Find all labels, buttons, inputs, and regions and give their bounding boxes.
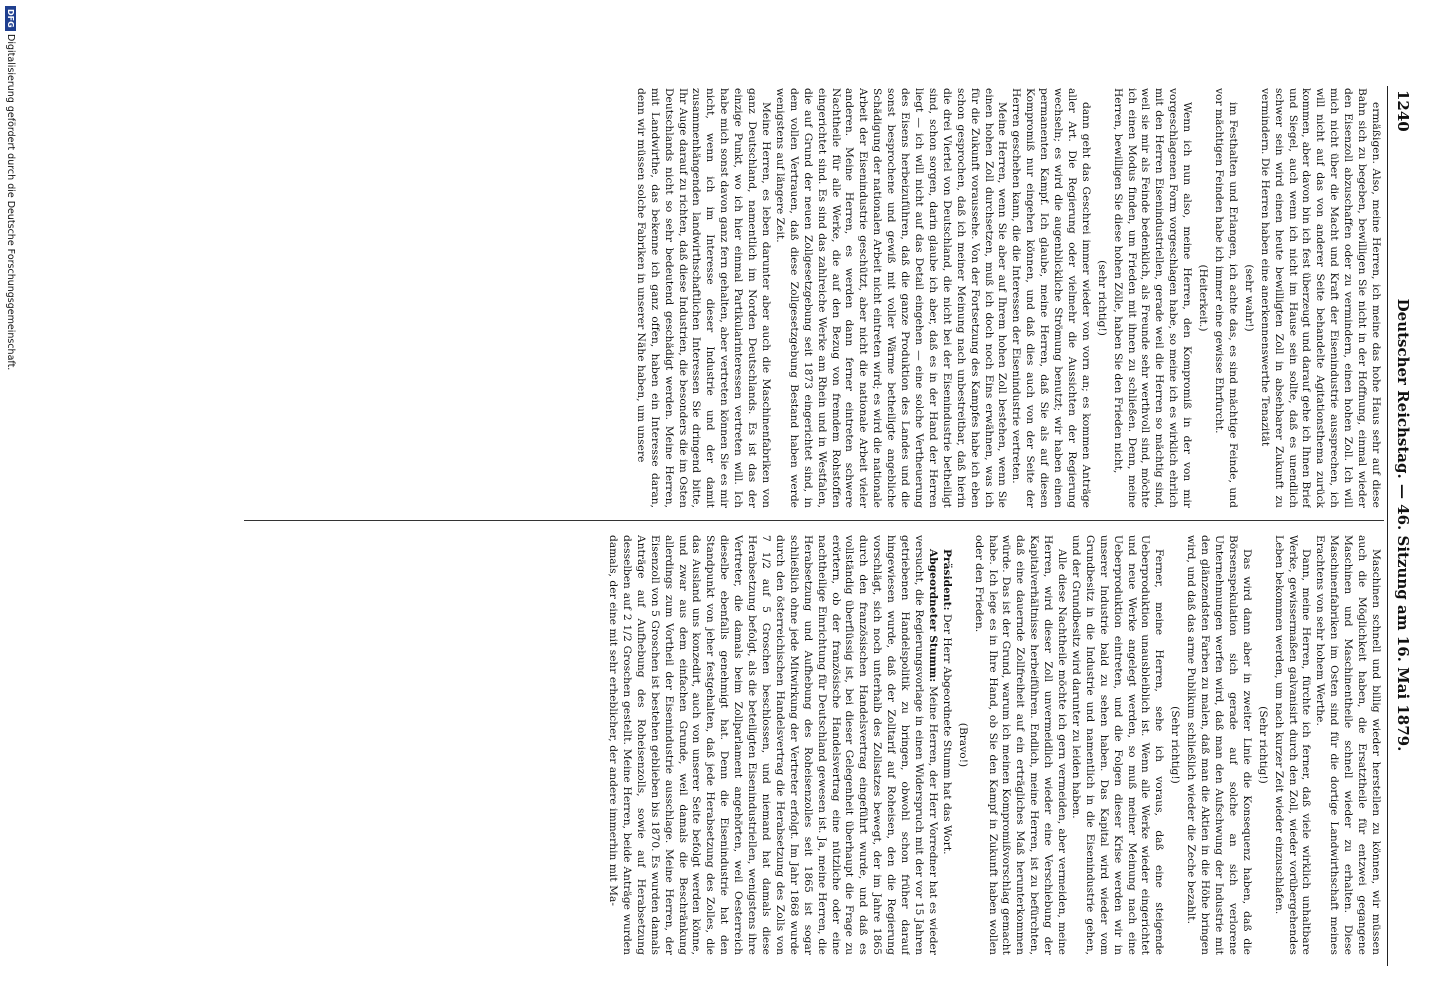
- interjection: (Bravo!): [956, 722, 969, 768]
- header-rule: [1387, 86, 1388, 966]
- paragraph: Alle diese Nachtheile möchte ich gern vermeiden, aber vermeiden, meine Herren, wird dieser Zoll unvermeidlich wieder eine Verschiebung der Kapitalverhältnisse herbeiführen. Endlich, meine Herren, ist zu befürchten, daß eine dauernde Zollfreiheit auf ein erträgliches Maß herunterkommen würde. Das ist der Grund, warum ich meinen Kompromißvorschlag gemacht habe. Ich lege es in Ihre Hand, ob Sie den Kampf in Zukunft haben wollen oder den Frieden.: [972, 535, 1069, 955]
- page-header: [1386, 90, 1426, 960]
- paragraph: Meine Herren, wenn Sie aber auf Ihrem hohen Zoll bestehen, wenn Sie einen hohen Zoll durchsetzen, muß ich doch noch Eins erwähnen, was ich für die Zukunft voraussehe. Von der Fortsetzung des Kampfes habe ich eben schon gesprochen, daß ich meiner Meinung nach unbestreitbar, daß hierin die drei Viertel von Deutschland, die nicht bei der Eisenindustrie betheiligt sind, schon sorgen, darin glaube ich aber, daß es in der Hand der Herren liegt — ich will nicht auf das Detail eingehen — eine solche Vertheuerung des Eisens herbeizuführen, daß die ganze Produktion des Landes und die sonst besprochene und gewiß mit voller Wärme betheiligte angebliche Schädigung der nationalen Arbeit nicht eintreten wird; es wird die nationale Arbeit der Eisenindustrie geschützt, aber nicht die nationale Arbeit vieler anderen. Meine Herren, es werden dann ferner eintreten schwere Nachtheile für alle Werke, die auf den Bezug von fremdem Rohstoffen eingerichtet sind. Es sind das zahlreiche Werke am Rhein und in Westfalen, die auf Grund der neuen Zollgesetzgebung seit 1873 eingerichtet sind, in dem vollen Vertrauen, daß diese Zollgesetzgebung Bestand haben werde wenigstens auf längere Zeit.: [773, 88, 1009, 508]
- dfg-logo: DFG: [5, 6, 16, 31]
- paragraph: [605, 535, 939, 955]
- speaker-name: Präsident:: [940, 549, 953, 611]
- paragraph: Wenn ich nun also, meine Herren, den Kompromiß in der von mir vorgeschlagenen Form vorgeschlagen habe, so meine ich es wirklich ehrlich mit den Herren Eisenindustriellen, gerade weil die Herren so mächtig sind, weil sie mir als Feinde bedenklich, als Freunde sehr werthvoll sind, möchte ich einen Modus finden, um Frieden mit ihnen zu schließen. Denn, meine Herren, bewilligen Sie diese hohen Zölle, haben Sie den Frieden nicht,: [1111, 88, 1194, 508]
- paragraph: Das wird dann aber in zweiter Linie die Konsequenz haben, daß die Börsenspekulation sich gerade auf solche an sich verlorene Unternehmungen werfen wird, daß man den Aufschwung der Industrie mit den glänzendsten Farben zu malen, daß man die Aktien in die Höhe bringen wird, und daß das arme Publikum schließlich wieder die Zeche bezahlt.: [1185, 535, 1253, 955]
- funding-credit: Digitalisierung gefördert durch die Deutsche Forschungsgemeinschaft.: [5, 34, 16, 371]
- right-text-column: [252, 535, 1382, 955]
- paragraph: Dann, meine Herren, fürchte ich ferner, daß viele wirklich unhaltbare Werke, gewissermaßen galvanisirt durch den Zoll, wieder vorübergehendes Leben bekommen werden, um nach kurzer Zeit wieder einzuschlafen.: [1272, 535, 1313, 955]
- paragraph: dann geht das Geschrei immer wieder von vorn an; es kommen Anträge aller Art. Die Regierung oder vielmehr die Aussichten der Regierung wechseln; es wird die augenblickliche Strömung benutzt; wir haben einen permanenten Kampf. Ich glaube, meine Herren, daß Sie als auf diesen Kompromiß nur eingehen können, und daß dies auch von der Seite der Herren geschehen kann, die die Interessen der Eisenindustrie vertreten.: [1010, 88, 1092, 508]
- interjection: (Heiterkeit.): [1197, 264, 1210, 332]
- speaker-name: Abgeordneter Stumm:: [926, 549, 939, 683]
- speech-text: Der Herr Abgeordnete Stumm hat das Wort.: [940, 610, 953, 855]
- left-text-column: [252, 88, 1382, 508]
- paragraph: ermäßigen. Also, meine Herren, ich meine das hohe Haus sehr auf diese Bahn sich zu begeben, bewilligen Sie nicht in der Hoffnung, einmal wieder den Eisenzoll abzuschaffen oder zu vermindern, einen hohen Zoll. Ich will mich nicht über die Macht und Kraft der Eisenindustrie aussprechen, ich will nicht auf das von anderer Seite behandelte Agitationsthema zurück kommen, aber davon bin ich fest überzeugt und darauf gehe ich Ihnen Brief und Siegel, auch wenn ich nicht im Hause sein sollte, daß es unendlich schwer sein wird einen heute bewilligten Zoll in absehbarer Zukunft zu vermindern. Die Herren haben eine anerkennenswerthe Tenazität: [1258, 88, 1382, 508]
- interjection: (Sehr richtig!): [1256, 706, 1269, 784]
- column-divider: [244, 520, 1384, 521]
- speech-text: Meine Herren, der Herr Vorredner hat es wieder versucht, die Regierungsvorlage in einen Widerspruch mit der vor 15 Jahren getriebenen Handelspolitik zu bringen, obwohl schon früher darauf hingewiesen wurde, daß der Zolltarif auf Roheisen, den die Regierung vorschlägt, sich noch unterhalb des Zollsatzes bewegt, der im Jahre 1865 durch den französischen Handelsvertrag eingeführt wurde, und daß es vollständig überflüssig ist, bei dieser Gelegenheit überhaupt die Frage zu erörtern, ob der französische Handelsvertrag eine nützliche oder eine nachtheilige Einrichtung für Deutschland gewesen ist. Ja, meine Herren, die Herabsetzung und Aufhebung des Roheisenzolles seit 1865 ist sogar schließlich ohne jede Mitwirkung der Vertreter erfolgt. Im Jahr 1868 wurde durch den österreichischen Handelsvertrag die Herabsetzung des Zolls von 7 1/2 auf 5 Groschen beschlossen, und niemand hat damals diese Herabsetzung befolgt, als die beteiligten Eisenindustriellen, wenigstens ihre Vertreter, die damals beim Zollparlament angehörten, weil Oesterreich dieselbe ebenfalls genehmigt hat. Denn die Eisenindustrie hat den Standpunkt von jeher festgehalten, daß jede Herabsetzung des Zolles, die das Ausland uns konzedirt, auch von unserer Seite befolgt werden könne, und zwar aus dem einfachen Grunde, weil damals die Beschränkung allerdings zum Vortheil der Eisenindustrie ausschlage. Meine Herren, der Eisenzoll von 5 Groschen ist bestehen geblieben bis 1870. Es wurden damals Anträge auf Aufhebung des Roheisenzolls, sowie auf Herabsetzung desselben auf 2 1/2 Groschen gestellt. Meine Herren, beide Anträge wurden damals, der eine mit sehr erheblicher, der andere immerhin mit Ma-: [607, 535, 939, 955]
- page-number: 1240: [1394, 90, 1412, 132]
- paragraph: Meine Herren, es leben darunter aber auch die Maschinenfabriken von ganz Deutschland, namentlich im Norden Deutschlands. Es ist das der einzige Punkt, wo ich hier einmal Partikularinteressen vertreten will. Ich habe mich sonst davon ganz fern gehalten, aber vertreten können Sie es mir nicht, wenn ich im Interesse dieser Industrie und der damit zusammenhängenden landwirthschaftlichen Interessen Sie dringend bitte, Ihr Auge darauf zu richten, daß diese Industrien, die besonders die im Osten Deutschlands nicht so sehr bedeutend geschädigt werden. Meine Herren, mit Landwirthe, das bekenne ich ganz offen, haben ein Interesse daran, denn wir müssen solche Fabriken in unserer Nähe haben, um unsere: [634, 88, 773, 508]
- interjection: (sehr richtig!): [1095, 260, 1108, 336]
- paragraph: Maschinen schnell und billig wieder herstellen zu können, wir müssen auch die Möglichkeit haben, die Ersatztheile für entzwei gegangene Maschinen und Maschinentheile schnell wieder zu erhalten. Diese Maschinenfabriken im Osten sind für die dortige Landwirthschaft meines Erachtens von sehr hohem Werthe.: [1314, 535, 1382, 955]
- paragraph: im Festhalten und Erlangen, ich achte das, es sind mächtige Feinde, und vor mächtigen Feinden habe ich immer eine gewisse Ehrfurcht.: [1213, 88, 1239, 508]
- interjection: (sehr wahr!): [1242, 264, 1255, 332]
- paragraph: Ferner, meine Herren, sehe ich voraus, daß eine steigende Ueberproduktion unausbleiblich ist. Wenn alle Werke wieder eingerichtet und neue Werke angelegt werden, so muß meiner Meinung nach eine Ueberproduktion eintreten, und die Folgen dieser Krise werden wir in unserer Industrie bald zu sehen haben. Das Kapital wird wieder vom Grundbesitz in die Industrie und namentlich in die Eisenindustrie gehen, und der Grundbesitz wird darunter zu leiden haben.: [1069, 535, 1166, 955]
- page-title: Deutscher Reichstag. — 46. Sitzung am 16. Mai 1879.: [1394, 298, 1412, 752]
- interjection: (Sehr richtig!): [1169, 706, 1182, 784]
- page-footer: [0, 0, 18, 1000]
- paragraph: [939, 535, 953, 955]
